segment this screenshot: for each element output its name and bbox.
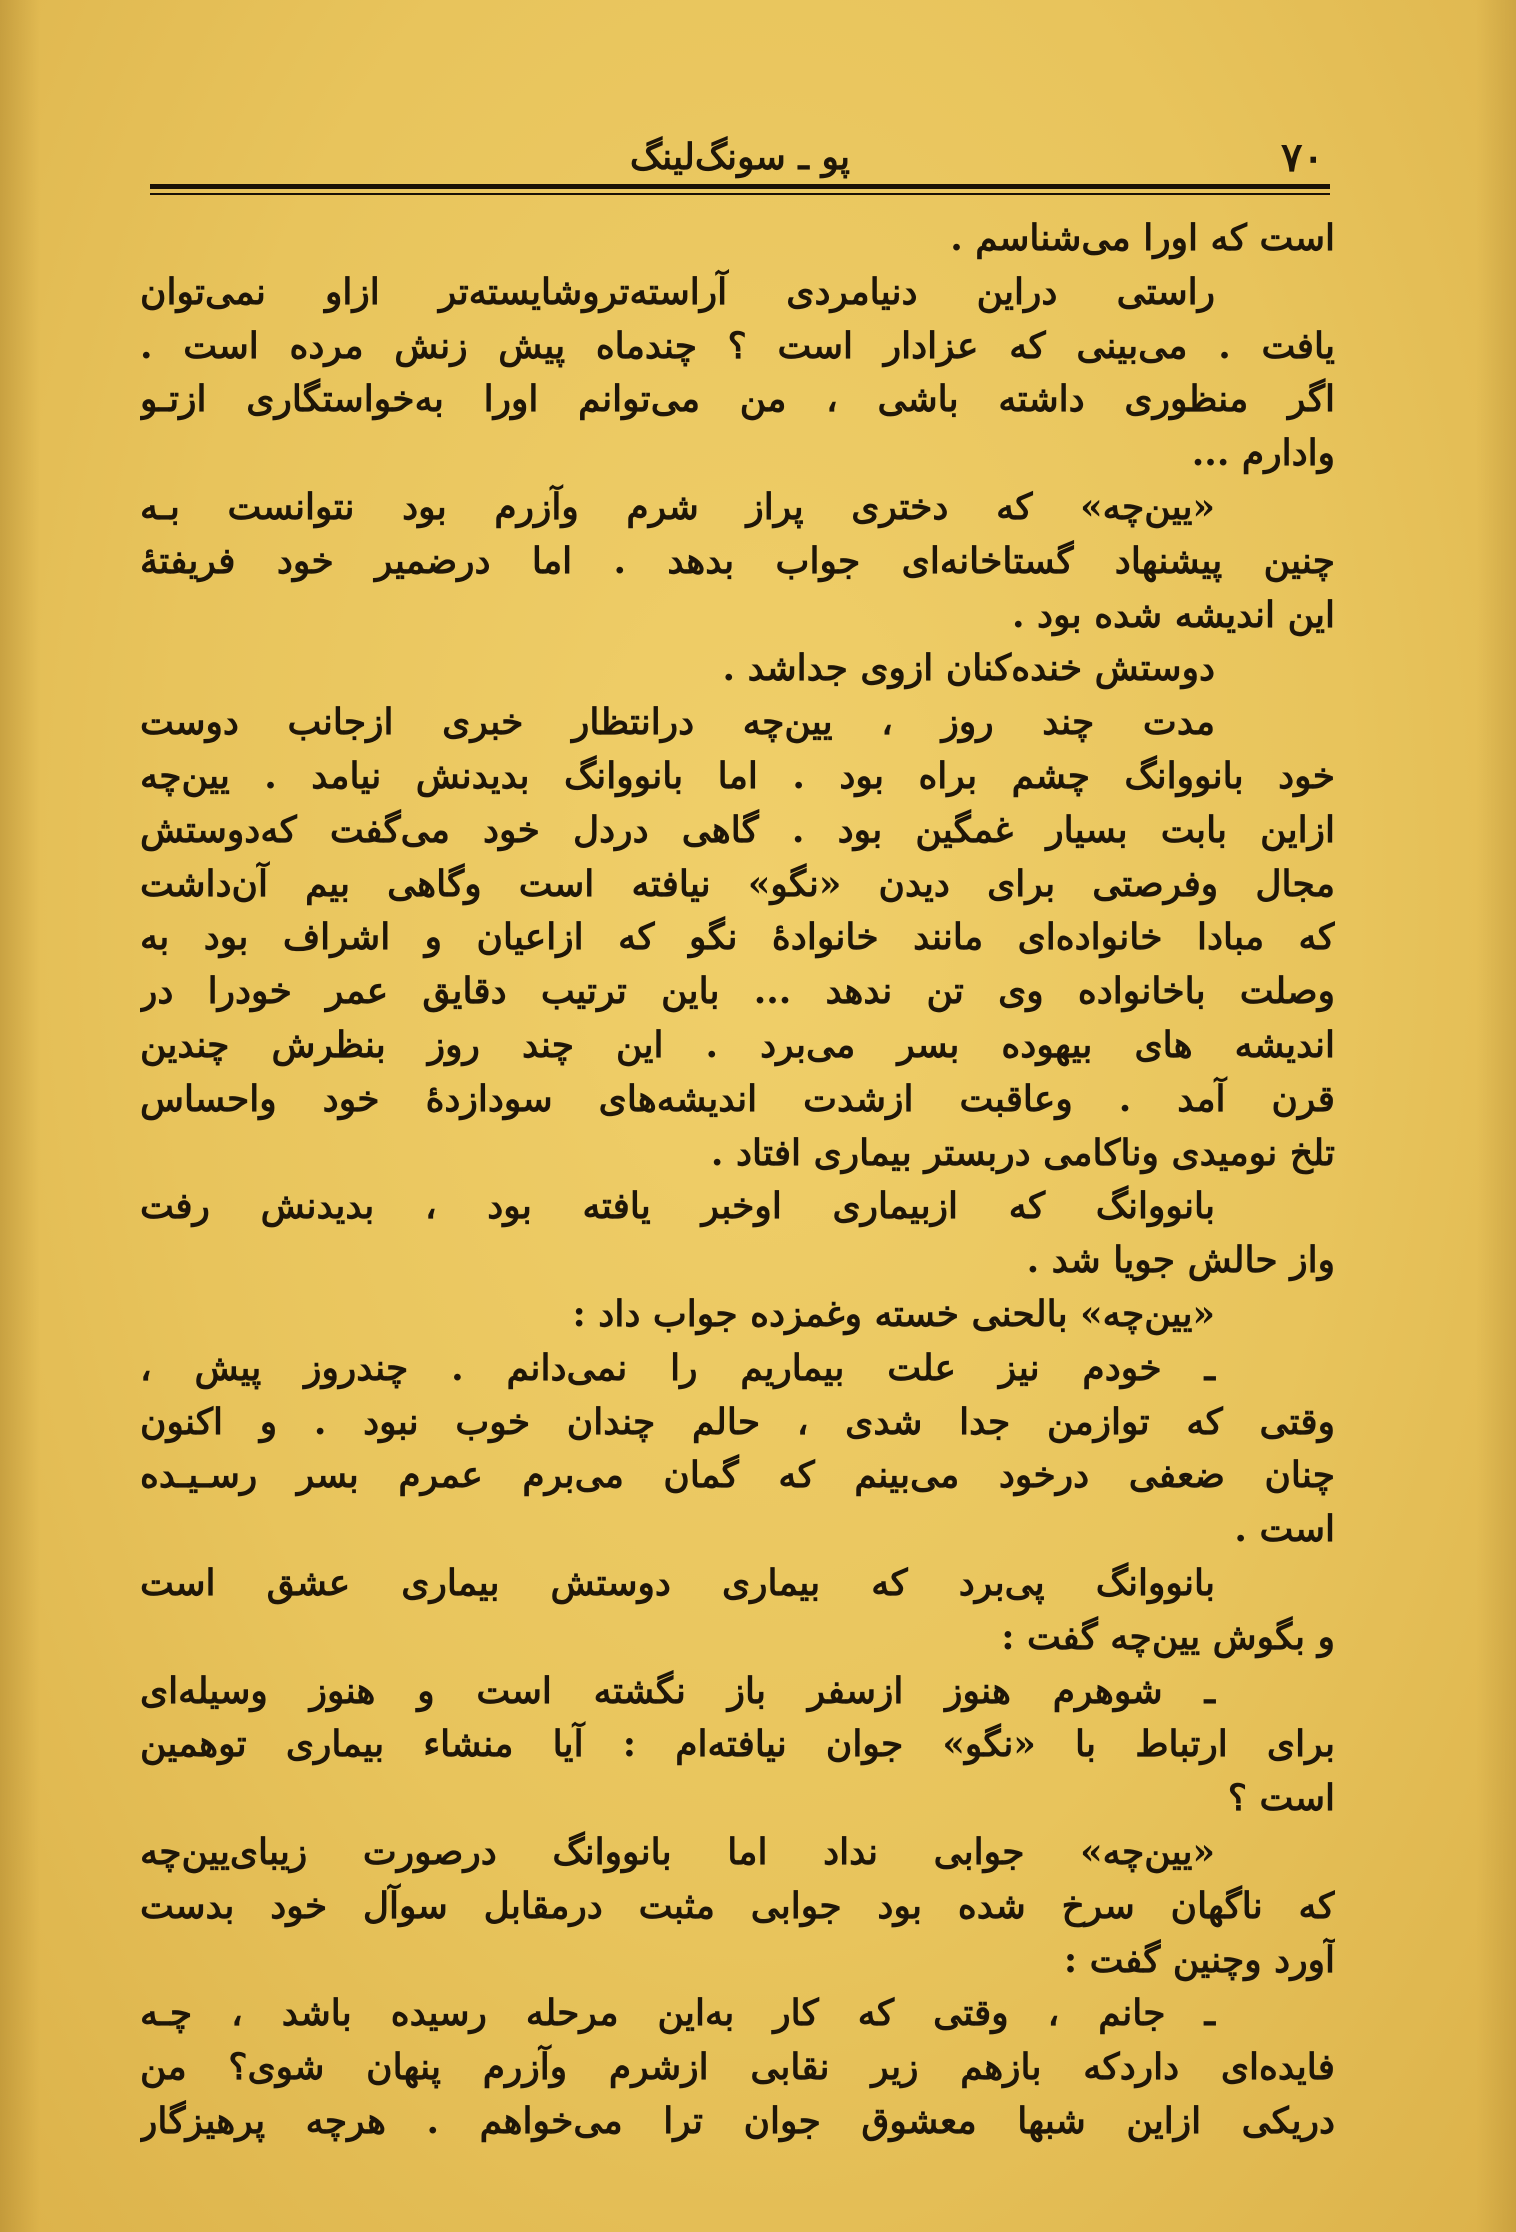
text-line: «یین‌چه» بالحنی خسته وغمزده جواب داد : <box>572 1292 1215 1335</box>
text-line: وقتی که توازمن جدا شدی ، حالم چندان خوب نبود . و اکنون <box>140 1400 1335 1443</box>
page-header <box>150 128 1330 188</box>
text-line: یافت . می‌بینی که عزادار است ؟ چندماه پیش زنش مرده است . <box>140 324 1335 367</box>
text-line: ـ جانم ، وقتی که کار به‌این مرحله رسیده باشد ، چـه <box>140 1992 1215 2035</box>
text-line: دوستش خنده‌کنان ازوی جداشد . <box>722 647 1215 690</box>
text-line: ازاین بابت بسیار غمگین بود . گاهی دردل خود می‌گفت که‌دوستش <box>140 808 1335 851</box>
text-line: که مبادا خانواده‌ای مانند خانوادهٔ نگو که ازاعیان و اشراف بود به <box>140 916 1335 959</box>
text-line: است که اورا می‌شناسم . <box>950 217 1335 259</box>
text-line: ـ خودم نیز علت بیماریم را نمی‌دانم . چندروز پیش ، <box>140 1346 1215 1389</box>
running-title: پو ـ سونگ‌لینگ <box>629 136 851 178</box>
text-line: «یین‌چه» که دختری پراز شرم وآزرم بود نتوانست بـه <box>140 485 1215 528</box>
text-line: تلخ نومیدی وناکامی دربستر بیماری افتاد . <box>710 1131 1335 1174</box>
page-edge-shadow-left <box>0 0 40 2232</box>
text-line: دریکی ازاین شبها معشوق جوان ترا می‌خواهم . هرچه پرهیزگار <box>140 2099 1335 2142</box>
text-line: خود بانووانگ چشم براه بود . اما بانووانگ بدیدنش نیامد . یین‌چه <box>140 754 1335 797</box>
text-line: اندیشه های بیهوده بسر می‌برد . این چند روز بنظرش چندین <box>140 1023 1335 1066</box>
header-rule-thick <box>150 184 1330 189</box>
text-line: چنین پیشنهاد گستاخانه‌ای جواب بدهد . اما درضمیر خود فریفتهٔ <box>140 539 1335 582</box>
text-line: مدت چند روز ، یین‌چه درانتظار خبری ازجانب دوست <box>140 701 1215 744</box>
text-line: برای ارتباط با «نگو» جوان نیافته‌ام : آیا منشاء بیماری توهمین <box>140 1723 1335 1766</box>
text-line: و بگوش یین‌چه گفت : <box>1001 1615 1335 1658</box>
text-line: واز حالش جویا شد . <box>1026 1239 1335 1282</box>
text-line: قرن آمد . وعاقبت ازشدت اندیشه‌های سودازدهٔ خود واحساس <box>140 1077 1335 1120</box>
text-line: اگر منظوری داشته باشی ، من می‌توانم اورا به‌خواستگاری ازتـو <box>140 378 1335 421</box>
text-line: بانووانگ که ازبیماری اوخبر یافته بود ، بدیدنش رفت <box>140 1185 1215 1228</box>
text-line: این اندیشه شده بود . <box>1011 593 1335 636</box>
text-line: بانووانگ پی‌برد که بیماری دوستش بیماری عشق است <box>140 1561 1215 1604</box>
text-line: «یین‌چه» جوابی نداد اما بانووانگ درصورت زیبای‌یین‌چه <box>140 1830 1215 1873</box>
page-edge-shadow-right <box>1476 0 1516 2232</box>
header-rule-thin <box>150 193 1330 195</box>
text-line: ـ شوهرم هنوز ازسفر باز نگشته است و هنوز وسیله‌ای <box>140 1669 1215 1712</box>
text-line: وصلت باخانواده وی تن ندهد ... باین ترتیب دقایق عمر خودرا در <box>140 970 1335 1013</box>
text-line: که ناگهان سرخ شده بود جوابی مثبت درمقابل سوآل خود بدست <box>140 1884 1335 1927</box>
text-line: مجال وفرصتی برای دیدن «نگو» نیافته است وگاهی بیم آن‌داشت <box>140 862 1335 905</box>
text-line: آورد وچنین گفت : <box>1063 1938 1335 1981</box>
text-line: راستی دراین دنیامردی آراسته‌تروشایسته‌تر ازاو نمی‌توان <box>140 270 1215 313</box>
text-line: فایده‌ای داردکه بازهم زیر نقابی ازشرم وآزرم پنهان شوی؟ من <box>140 2046 1335 2089</box>
text-line: است ؟ <box>1227 1777 1335 1820</box>
body-text <box>140 212 1335 2202</box>
page-number: ۷۰ <box>1281 134 1324 181</box>
text-line: وادارم ... <box>1191 432 1335 475</box>
text-line: است . <box>1234 1508 1335 1551</box>
text-line: چنان ضعفی درخود می‌بینم که گمان می‌برم عمرم بسر رسـیـده <box>140 1454 1335 1497</box>
